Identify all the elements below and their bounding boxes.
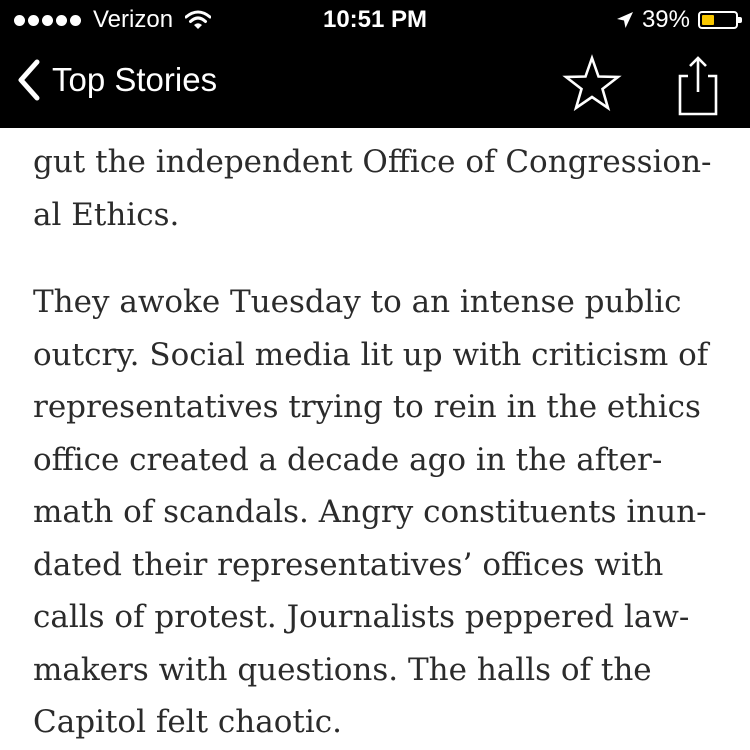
article-body <box>33 136 723 749</box>
top-bar <box>0 0 750 128</box>
battery-fill <box>702 15 714 25</box>
text-line: al Ethics. <box>33 196 180 233</box>
paragraph-2 <box>33 276 723 749</box>
share-icon[interactable] <box>664 52 728 116</box>
text-line: representatives trying to rein in the ethics <box>33 389 701 425</box>
back-button[interactable] <box>16 58 217 102</box>
text-line: outcry. Social media lit up with criticism of <box>33 336 709 373</box>
paragraph-spacer <box>33 241 723 276</box>
text-line: They awoke Tuesday to an intense public <box>33 284 682 320</box>
text-line: gut the independent Office of Congression- <box>33 144 712 180</box>
text-line: math of scandals. Angry constituents inun- <box>33 494 707 530</box>
carrier-label: Verizon <box>93 6 174 33</box>
text-line: calls of protest. Journalists peppered law- <box>33 599 690 635</box>
clipped-previous-line <box>33 118 733 136</box>
location-arrow-icon <box>616 11 634 29</box>
battery-percent: 39% <box>641 6 690 33</box>
battery-icon <box>698 11 738 29</box>
paragraph-1 <box>33 136 723 241</box>
battery-nub <box>738 17 742 23</box>
text-line: Capitol felt chaotic. <box>33 704 342 740</box>
text-line: dated their representatives’ offices with <box>33 546 664 583</box>
status-time: 10:51 PM <box>322 6 428 33</box>
star-icon[interactable] <box>560 52 624 116</box>
back-label: Top Stories <box>52 61 218 98</box>
chevron-left-icon <box>16 58 42 102</box>
status-right <box>616 6 738 34</box>
text-line: office created a decade ago in the after- <box>33 441 663 478</box>
status-bar <box>0 0 750 40</box>
text-line: makers with questions. The halls of the <box>33 651 652 688</box>
nav-bar <box>0 40 750 128</box>
